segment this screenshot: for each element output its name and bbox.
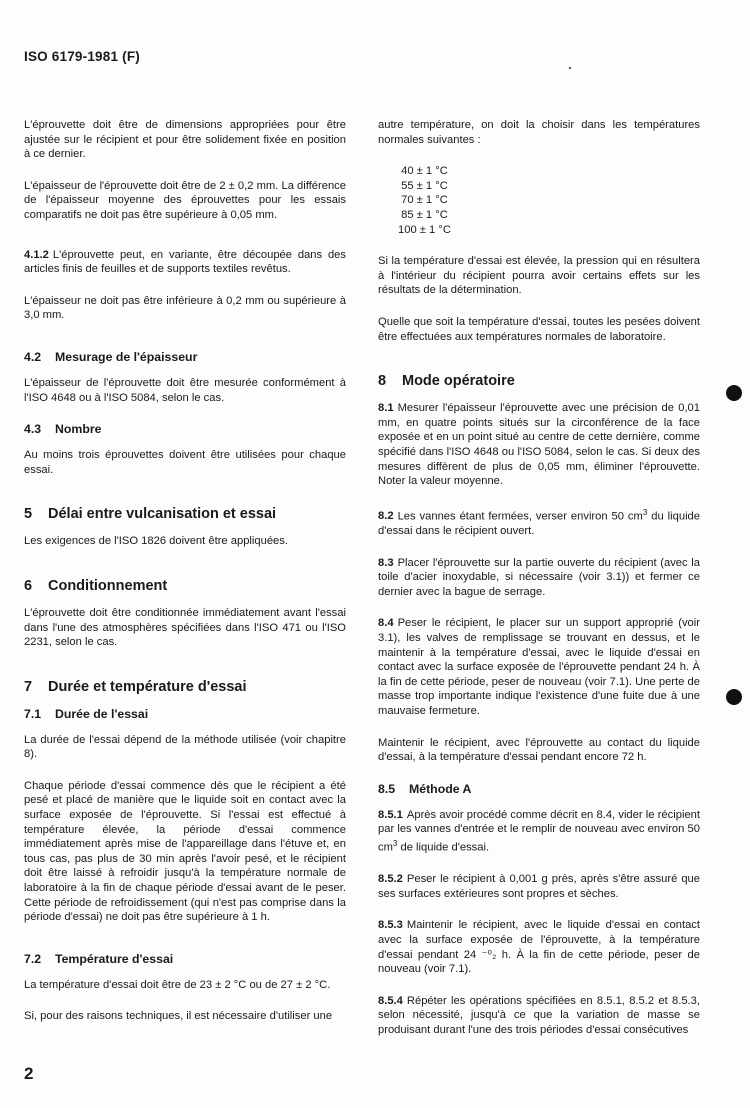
paragraph: Au moins trois éprouvettes doivent être utilisées pour chaque essai. xyxy=(24,449,346,476)
paragraph: La température d'essai doit être de 23 ± 2 °C ou de 27 ± 2 °C. xyxy=(24,978,331,991)
heading-number: 7.2 xyxy=(24,951,42,966)
clause-number: 8.3 xyxy=(378,556,394,569)
temperature-item: 85 ± 1 °C xyxy=(398,208,448,221)
right-column xyxy=(378,118,700,1055)
heading-5 xyxy=(24,506,346,522)
clause-text: L'éprouvette peut, en variante, être découpée dans des articles finis de feuilles et de supports textiles revêtus. xyxy=(24,248,346,276)
left-column xyxy=(24,118,346,1041)
clause-text: Mesurer l'épaisseur l'éprouvette avec une précision de 0,01 mm, en quatre points situés sur la circonférence de la face exposée et en un point situé au centre de cette dernière, comme spécifié dans l'ISO 4648 ou l'ISO 5084, selon le cas. Si deux des mesures diffèrent de plus de 0,05 mm, éliminer l'éprouvette. Noter la valeur moyenne. xyxy=(378,402,700,488)
clause-text: Peser le récipient, le placer sur un support approprié (voir 3.1), les valves de remplissage se trouvant en dessus, et le maintenir à la température d'essai, avec le liquide d'essai en contact avec la surface exposée de l'éprouvette pendant 24 h. À la fin de cette période, peser de nouveau (voir 7.1). Une perte de masse trop importante indique l'existence d'une fuite due à une mauvaise fermeture. xyxy=(378,617,700,717)
clause-number: 8.5.3 xyxy=(378,919,403,932)
heading-7 xyxy=(24,679,346,695)
temperature-item: 40 ± 1 °C xyxy=(398,165,448,178)
page-header: ISO 6179-1981 (F) xyxy=(24,49,140,64)
heading-number: 8 xyxy=(378,373,387,390)
heading-7-1 xyxy=(24,707,346,721)
paragraph: L'éprouvette doit être de dimensions appropriées pour être ajustée sur le récipient et pour être solidement fixée en position à ce dernier. xyxy=(24,119,346,161)
clause-number: 8.5.4 xyxy=(378,994,403,1007)
paragraph: L'épaisseur ne doit pas être inférieure à 0,2 mm ou supérieure à 3,0 mm. xyxy=(24,294,346,322)
clause-number: 8.1 xyxy=(378,402,394,415)
clause-number: 8.5.2 xyxy=(378,873,403,886)
paragraph: autre température, on doit la choisir dans les températures normales suivantes : xyxy=(378,119,700,146)
superscript: 3 xyxy=(392,838,398,848)
heading-title: Conditionnement xyxy=(48,577,168,594)
paragraph: Si la température d'essai est élevée, la pression qui en résultera à l'intérieur du récipient pourra avoir certains effets sur les résultats de la détermination. xyxy=(378,255,700,297)
heading-title: Mesurage de l'épaisseur xyxy=(55,349,198,364)
heading-number: 5 xyxy=(24,506,33,523)
heading-number: 8.5 xyxy=(378,781,396,796)
paragraph: L'épaisseur de l'éprouvette doit être de 2 ± 0,2 mm. La différence de l'épaisseur moyenne des éprouvettes pour les essais comparatifs ne doit pas être supérieure à 0,05 mm. xyxy=(24,179,346,221)
heading-number: 7 xyxy=(24,678,33,695)
clause-number: 8.4 xyxy=(378,617,394,630)
clause-8-5-1 xyxy=(378,808,700,856)
punch-hole-bottom xyxy=(726,689,742,705)
heading-number: 6 xyxy=(24,577,33,594)
clause-4-1-2 xyxy=(24,248,346,277)
clause-text: de liquide d'essai. xyxy=(397,841,490,854)
clause-text: Les vannes étant fermées, verser environ 50 cm xyxy=(397,510,643,523)
paragraph: Maintenir le récipient, avec l'éprouvette au contact du liquide d'essai, à la température d'essai pendant encore 72 h. xyxy=(378,736,700,764)
clause-text: Peser le récipient à 0,001 g près, après s'être assuré que ses surfaces extérieures sont propres et sèches. xyxy=(378,873,700,900)
heading-7-2 xyxy=(24,952,346,966)
superscript: 3 xyxy=(642,507,648,517)
paragraph: Les exigences de l'ISO 1826 doivent être appliquées. xyxy=(24,535,288,548)
heading-6 xyxy=(24,578,346,594)
clause-8-5-3 xyxy=(378,918,700,976)
clause-text: Placer l'éprouvette sur la partie ouverte du récipient (avec la toile d'acier inoxydable, si nécessaire (voir 3.1)) et fermer ce dernier avec la bague de serrage. xyxy=(378,556,700,598)
heading-number: 4.2 xyxy=(24,349,42,364)
clause-text: du liquide d'essai dans le récipient ouvert. xyxy=(378,510,700,538)
clause-8-5-2 xyxy=(378,872,700,901)
heading-8 xyxy=(378,373,700,389)
heading-title: Méthode A xyxy=(409,781,472,796)
page-number: 2 xyxy=(24,1064,34,1083)
temperature-item: 100 ± 1 °C xyxy=(398,223,451,236)
heading-8-5 xyxy=(378,782,700,796)
clause-text: Répéter les opérations spécifiées en 8.5.1, 8.5.2 et 8.5.3, selon nécessité, jusqu'à ce que la variation de masse se produisant durant l'une des trois périodes d'essai consécutives xyxy=(378,994,700,1036)
punch-hole-top xyxy=(726,385,742,401)
paragraph: L'épaisseur de l'éprouvette doit être mesurée conformément à l'ISO 4648 ou à l'ISO 5084, selon le cas. xyxy=(24,376,346,404)
heading-title: Durée de l'essai xyxy=(55,706,149,721)
clause-number: 8.2 xyxy=(378,510,394,523)
clause-8-1 xyxy=(378,401,700,489)
clause-8-2 xyxy=(378,506,700,539)
heading-title: Température d'essai xyxy=(55,951,174,966)
scan-speck xyxy=(569,67,571,69)
heading-4-2 xyxy=(24,350,346,364)
paragraph: L'éprouvette doit être conditionnée immédiatement avant l'essai dans l'une des atmosphères spécifiées dans l'ISO 471 ou l'ISO 2231, selon le cas. xyxy=(24,606,346,649)
temperature-list xyxy=(398,164,700,237)
clause-text: Maintenir le récipient, avec le liquide d'essai en contact avec la surface exposée de l'éprouvette, à la température d'essai pendant 24 ⁻⁰₂ h. À la fin de cette période, peser de nouveau (voir 7.1). xyxy=(378,919,700,976)
paragraph: Chaque période d'essai commence dès que le récipient a été pesé et placé de manière que le liquide soit en contact avec la surface exposée de l'éprouvette. Si l'essai est effectué à température élevée, la période d'essai commence immédiatement après mise de l'appareillage dans l'étuve et, en tous cas, pas plus de 30 min après l'avoir pesé, et le récipient doit être laissé à refroidir jusqu'à la température normale de laboratoire à la fin de chaque période d'essai avant de le peser. Cette période de refroidissement (qui n'est pas comprise dans la période d'essai) ne doit pas être supérieure à 1 h. xyxy=(24,779,346,924)
clause-number: 4.1.2 xyxy=(24,248,49,261)
heading-number: 7.1 xyxy=(24,706,42,721)
paragraph: La durée de l'essai dépend de la méthode utilisée (voir chapitre 8). xyxy=(24,733,346,761)
temperature-item: 70 ± 1 °C xyxy=(398,194,448,207)
clause-8-4 xyxy=(378,616,700,718)
clause-8-5-4 xyxy=(378,994,700,1038)
heading-title: Mode opératoire xyxy=(402,373,515,390)
paragraph: Quelle que soit la température d'essai, toutes les pesées doivent être effectuées aux températures normales de laboratoire. xyxy=(378,315,700,343)
heading-title: Délai entre vulcanisation et essai xyxy=(48,506,277,523)
heading-4-3 xyxy=(24,422,346,436)
heading-title: Nombre xyxy=(55,422,102,437)
clause-text: Après avoir procédé comme décrit en 8.4, vider le récipient par les vannes d'entrée et le remplir de nouveau avec environ 50 cm xyxy=(378,808,700,854)
paragraph: Si, pour des raisons techniques, il est nécessaire d'utiliser une xyxy=(24,1010,333,1023)
clause-8-3 xyxy=(378,556,700,600)
heading-number: 4.3 xyxy=(24,422,42,437)
heading-title: Durée et température d'essai xyxy=(48,678,247,695)
temperature-item: 55 ± 1 °C xyxy=(398,179,448,192)
clause-number: 8.5.1 xyxy=(378,808,403,821)
